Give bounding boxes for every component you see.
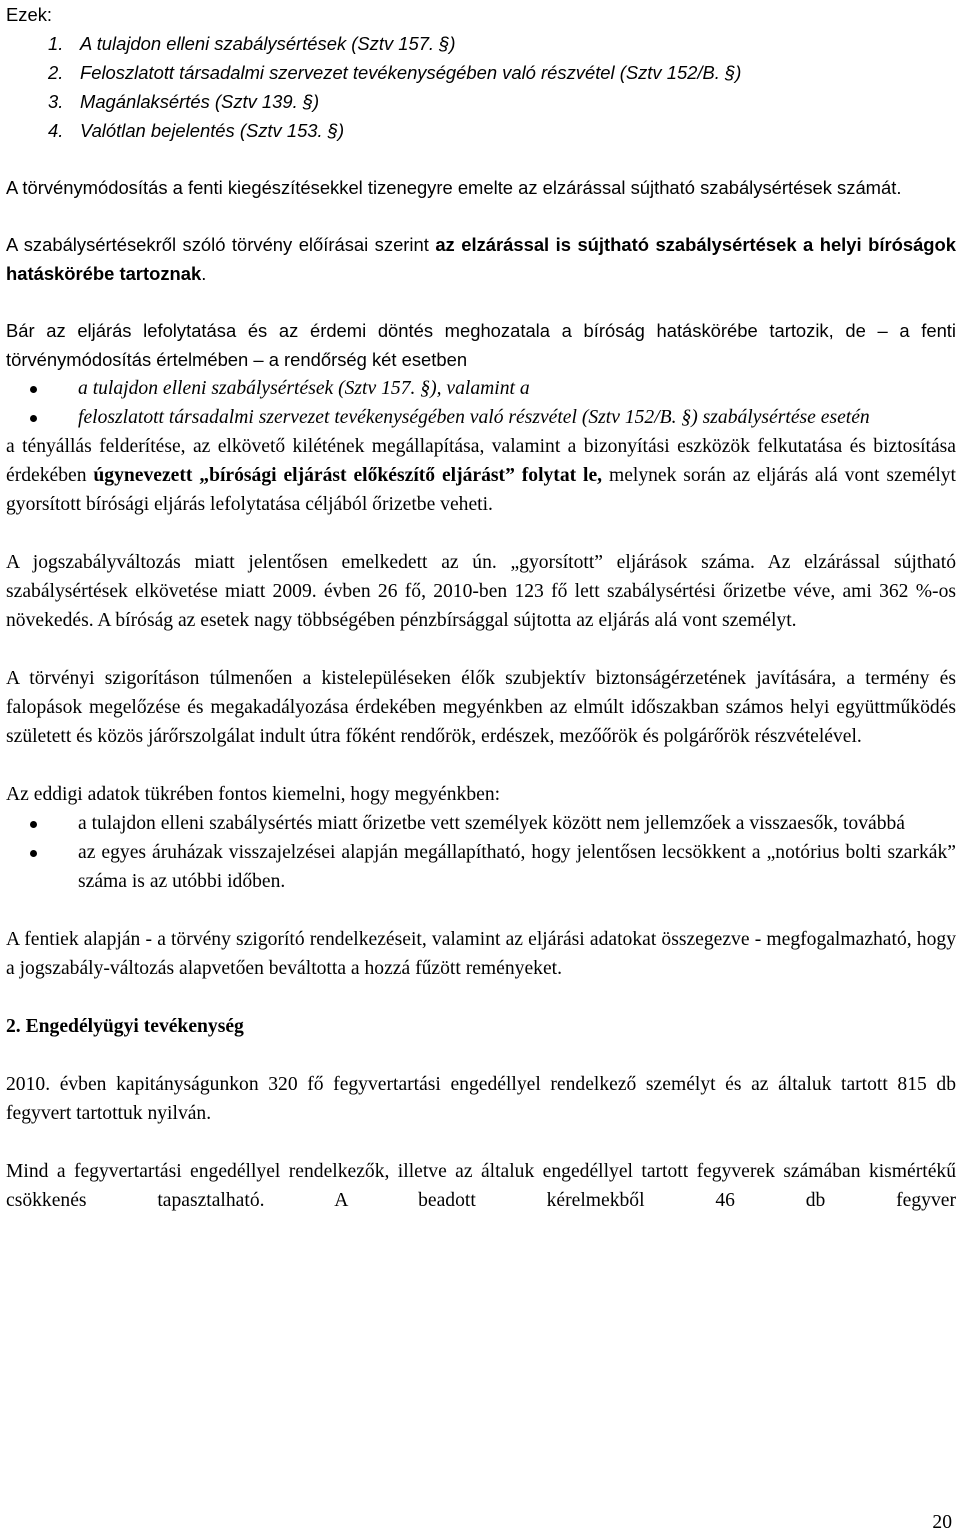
bullet-icon (30, 850, 37, 857)
data-point-text: a tulajdon elleni szabálysértés miatt őrizetbe vett személyek között nem jellemzőek a visszaesők, továbbá (78, 813, 905, 834)
paragraph-licences: 2010. évben kapitányságunkon 320 fő fegyvertartási engedéllyel rendelkező személyt és az általuk tartott 815 db fegyvert tartottuk nyilván. (6, 1074, 956, 1124)
page-number: 20 (932, 1512, 952, 1533)
list-number: 4. (48, 120, 64, 141)
list-item (48, 58, 956, 87)
list-item (6, 809, 956, 838)
list-item (6, 374, 956, 403)
courts-bold: az elzárással is sújtható szabálysértések a helyi bíróságok hatáskörébe tartoznak (6, 234, 956, 284)
list-number: 3. (48, 91, 64, 112)
bullet-icon (30, 386, 37, 393)
data-point-text: az egyes áruházak visszajelzései alapján megállapítható, hogy jelentősen lecsökkent a „notórius bolti szarkák” száma is az utóbbi időben. (78, 842, 956, 892)
case-text: feloszlatott társadalmi szervezet tevékenységében való részvétel (Sztv 152/B. §) szabálysértése esetén (78, 407, 870, 428)
list-text: Valótlan bejelentés (Sztv 153. §) (80, 120, 345, 141)
offence-list (6, 29, 956, 145)
courts-lead: A szabálysértésekről szóló törvény előírásai szerint (6, 234, 436, 255)
list-text: Feloszlatott társadalmi szervezet tevékenységében való részvétel (Sztv 152/B. §) (80, 62, 742, 83)
list-number: 2. (48, 62, 64, 83)
procedure-cases-list (6, 374, 956, 432)
paragraph-cooperation: A törvényi szigorításon túlmenően a kistelepüléseken élők szubjektív biztonságérzetének javítására, a termény és falopások megelőzése és megakadályozása érdekében megyénkben az elmúlt időszakban számos helyi együttműködés született és közös járőrszolgálat indult útra főként rendőrök, erdészek, mezőőrök és polgárőrök részvételével. (6, 668, 956, 747)
case-text: a tulajdon elleni szabálysértések (Sztv 157. §), valamint a (78, 378, 530, 399)
data-points-list (6, 809, 956, 896)
paragraph-statistics: A jogszabályváltozás miatt jelentősen emelkedett az ún. „gyorsított” eljárások száma. Az elzárással sújtható szabálysértések elkövetése miatt 2009. évben 26 fő, 2010-ben 123 fő lett szabálysértési őrizetbe véve, ami 362 %-os növekedés. A bíróság az esetek nagy többségében pénzbírsággal sújtotta az eljárás alá vont személyt. (6, 552, 956, 631)
list-text: Magánlaksértés (Sztv 139. §) (80, 91, 320, 112)
paragraph-amendment: A törvénymódosítás a fenti kiegészítésekkel tizenegyre emelte az elzárással sújtható szabálysértések számát. (6, 177, 902, 198)
paragraph-data-intro: Az eddigi adatok tükrében fontos kiemelni, hogy megyénkben: (6, 784, 501, 805)
paragraph-courts (6, 230, 956, 288)
list-item (48, 116, 956, 145)
procedure-after-bold: úgynevezett „bírósági eljárást előkészítő eljárást” folytat le, (93, 465, 603, 486)
list-item (6, 838, 956, 896)
paragraph-procedure-intro: Bár az eljárás lefolytatása és az érdemi döntés meghozatala a bíróság hatáskörébe tartozik, de – a fenti törvénymódosítás értelmében – a rendőrség két esetben (6, 320, 956, 370)
procedure-after-lead: a tényállás felderítése, az elkövető kilétének megállapítása, valamint a bizonyítási eszközök felkutatása és biztosítása érdekében (6, 436, 956, 486)
list-item (6, 403, 956, 432)
list-text: A tulajdon elleni szabálysértések (Sztv 157. §) (80, 33, 456, 54)
courts-tail: . (201, 263, 207, 284)
bullet-icon (30, 821, 37, 828)
procedure-after-tail: melynek során az eljárás alá vont személyt gyorsított bírósági eljárás lefolytatása céljából őrizetbe veheti. (6, 465, 956, 515)
list-number: 1. (48, 33, 64, 54)
list-item (48, 29, 956, 58)
paragraph-conclusion: A fentiek alapján - a törvény szigorító rendelkezéseit, valamint az eljárási adatokat összegezve - megfogalmazható, hogy a jogszabály-változás alapvetően beváltotta a hozzá fűzött reményeket. (6, 929, 956, 979)
section-heading: 2. Engedélyügyi tevékenység (6, 1016, 244, 1037)
paragraph-decrease: Mind a fegyvertartási engedéllyel rendelkezők, illetve az általuk engedéllyel tartott fegyverek számában kismértékű csökkenés tapasztalható. A beadott kérelmekből 46 db fegyver (6, 1161, 956, 1211)
paragraph-procedure-after (6, 432, 956, 519)
document-page (6, 0, 956, 1215)
intro-label: Ezek: (6, 4, 52, 25)
bullet-icon (30, 415, 37, 422)
list-item (48, 87, 956, 116)
